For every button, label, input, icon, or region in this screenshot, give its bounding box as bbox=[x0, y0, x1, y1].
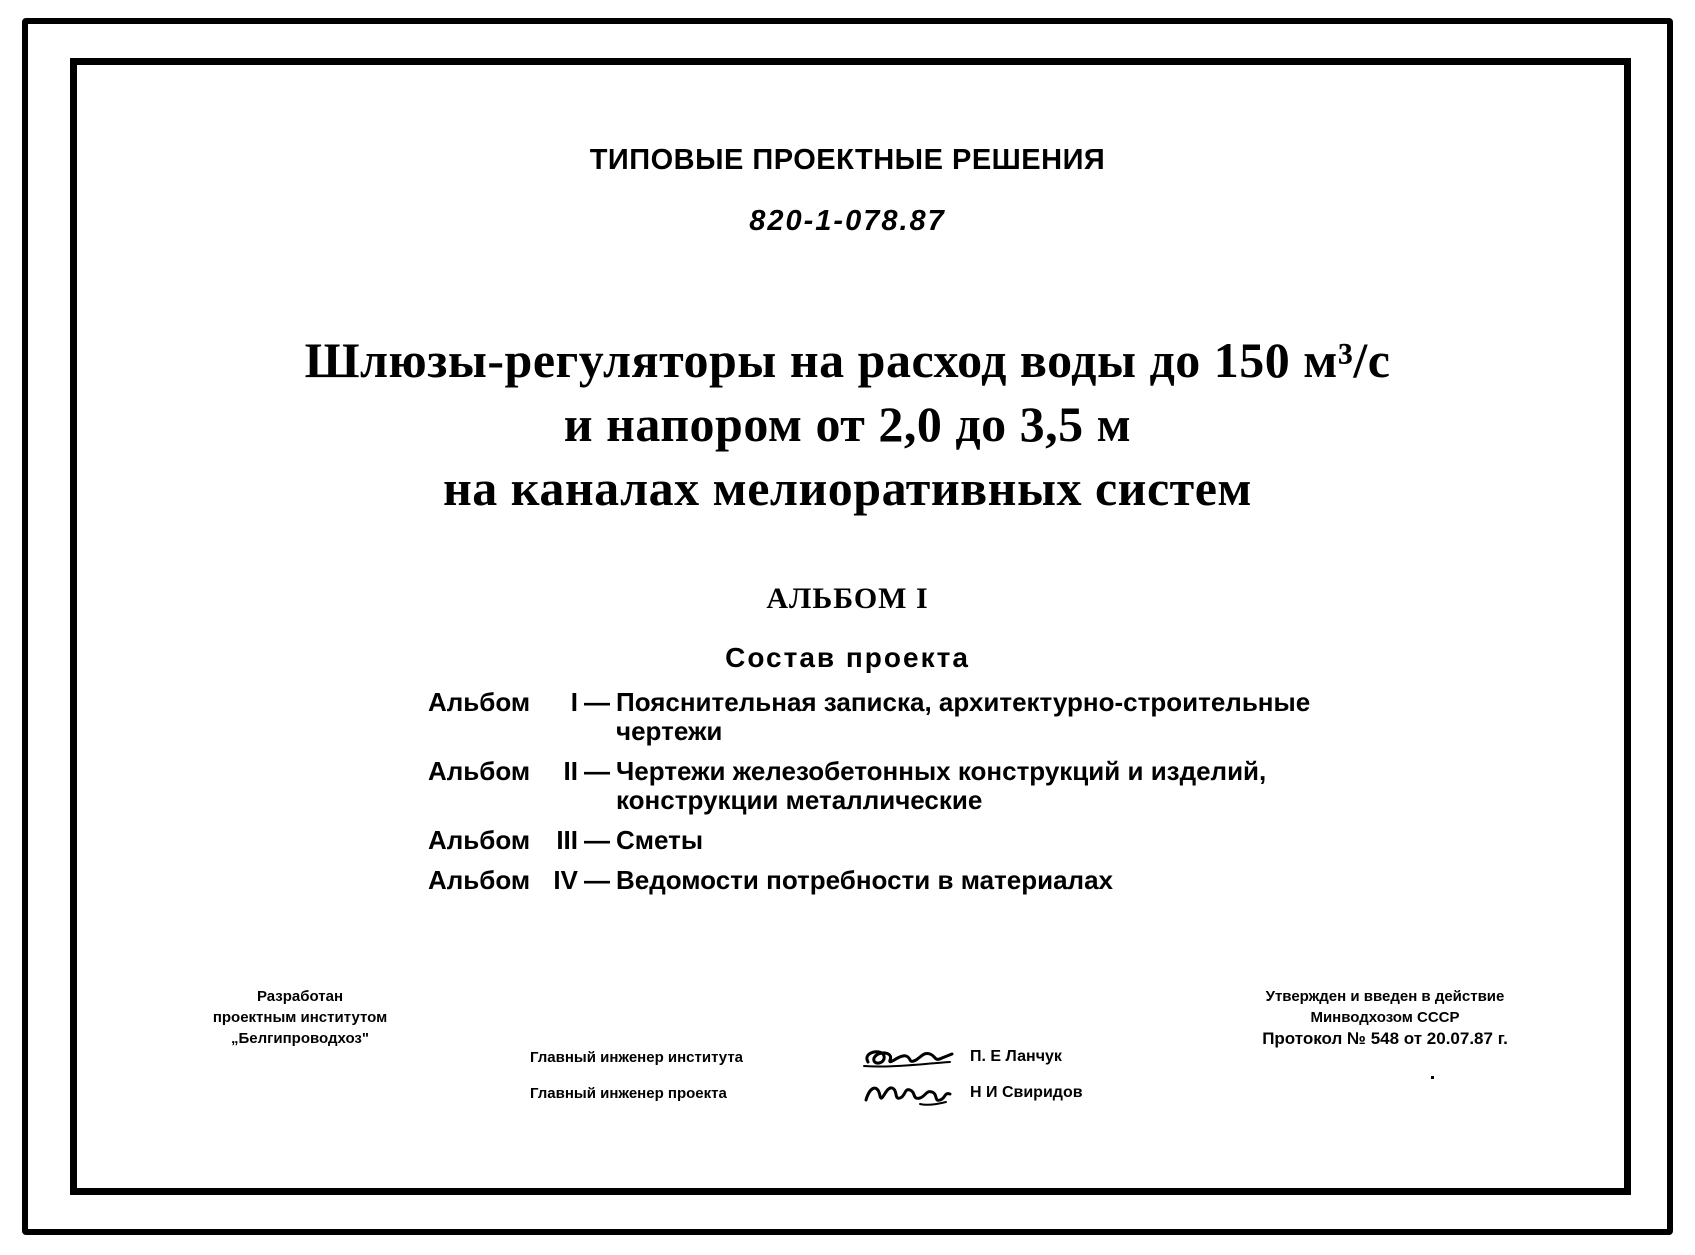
signature-name: П. Е Ланчук bbox=[970, 1048, 1062, 1065]
contents-item-text: Пояснительная записка, архитектурно-строительные чертежи bbox=[616, 687, 1311, 746]
handwritten-signature-icon bbox=[860, 1078, 960, 1108]
approval-protocol: Протокол № 548 от 20.07.87 г. bbox=[1262, 1029, 1508, 1048]
signature-row bbox=[530, 1042, 1062, 1072]
contents-item-dash: — bbox=[584, 756, 610, 786]
contents-item-number: III bbox=[556, 825, 578, 855]
contents-item-number: I bbox=[570, 687, 578, 717]
contents-item-label: Альбом bbox=[428, 687, 531, 717]
contents-item bbox=[428, 757, 1368, 815]
developer-line-2: проектным институтом bbox=[212, 1009, 388, 1026]
developer-line-1: Разработан bbox=[256, 988, 344, 1005]
handwritten-signature-icon bbox=[860, 1042, 960, 1072]
series-code: 820-1-078.87 bbox=[749, 205, 946, 237]
album-heading: АЛЬБОМ I bbox=[766, 582, 929, 615]
contents-item-text: Ведомости потребности в материалах bbox=[616, 865, 1113, 895]
approval-line-1: Утвержден и введен в действие bbox=[1265, 988, 1505, 1005]
contents-item bbox=[428, 866, 1368, 895]
contents-item-label: Альбом bbox=[428, 865, 531, 895]
contents-item-dash: — bbox=[584, 865, 610, 895]
contents-item-text: Чертежи железобетонных конструкций и изделий, конструкции металлические bbox=[616, 756, 1267, 815]
contents-item-dash: — bbox=[584, 687, 610, 717]
contents-item-text: Сметы bbox=[616, 825, 704, 855]
contents-item-label: Альбом bbox=[428, 756, 531, 786]
contents-list bbox=[428, 688, 1368, 906]
title-line-1: Шлюзы-регуляторы на расход воды до 150 м³/с bbox=[304, 332, 1391, 388]
series-title: ТИПОВЫЕ ПРОЕКТНЫЕ РЕШЕНИЯ bbox=[589, 144, 1106, 176]
signature-role: Главный инженер проекта bbox=[530, 1084, 727, 1102]
contents-item-dash: — bbox=[584, 825, 610, 855]
title-line-2: и напором от 2,0 до 3,5 м bbox=[563, 396, 1132, 452]
title-line-3: на каналах мелиоративных систем bbox=[442, 460, 1252, 516]
approval-line-2: Минводхозом СССР bbox=[1310, 1009, 1460, 1026]
developer-block bbox=[170, 986, 430, 1049]
contents-item-number: II bbox=[563, 756, 578, 786]
approval-block bbox=[1195, 986, 1575, 1049]
stray-dot bbox=[1431, 1076, 1434, 1079]
contents-item-label: Альбом bbox=[428, 825, 531, 855]
contents-item-number: IV bbox=[553, 865, 578, 895]
developer-line-3: „Белгипроводхоз" bbox=[230, 1030, 370, 1047]
contents-item bbox=[428, 688, 1368, 746]
contents-item bbox=[428, 826, 1368, 855]
signature-role: Главный инженер института bbox=[530, 1048, 744, 1066]
contents-heading: Состав проекта bbox=[725, 642, 970, 673]
document-title bbox=[0, 328, 1695, 520]
signature-row bbox=[530, 1078, 1083, 1108]
signature-name: Н И Свиридов bbox=[970, 1084, 1083, 1101]
